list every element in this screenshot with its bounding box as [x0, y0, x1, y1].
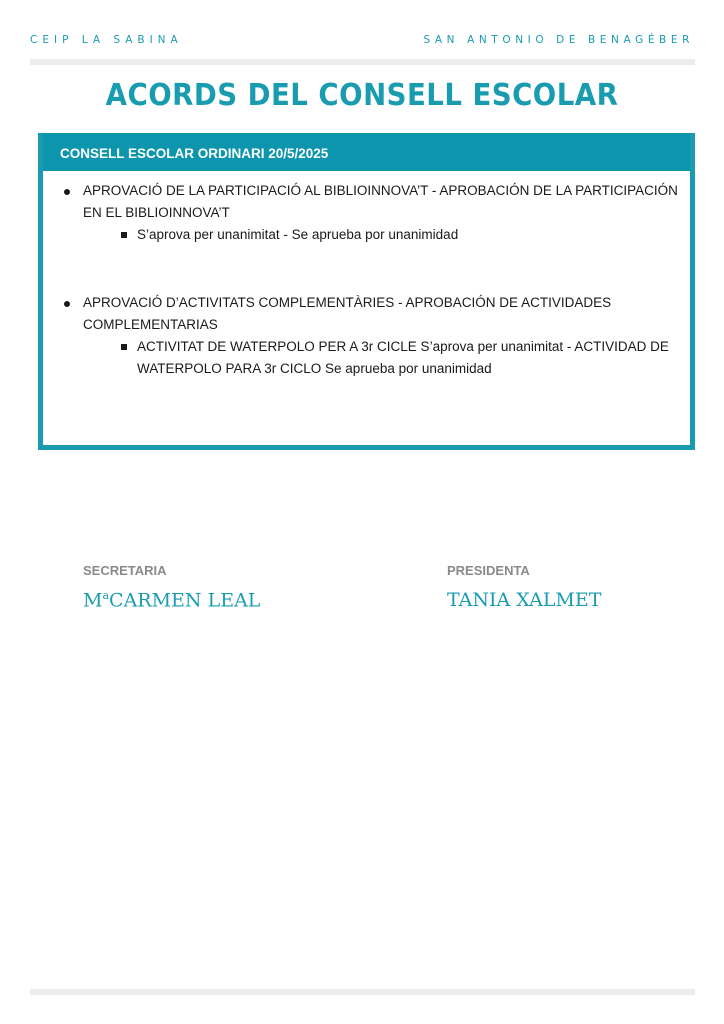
list-item: [43, 180, 690, 246]
square-bullet-icon: [121, 232, 127, 238]
secretary-name-rest: CARMEN LEAL: [109, 589, 261, 612]
bullet-icon: [64, 189, 70, 195]
secretary-label: SECRETARIA: [83, 563, 167, 578]
president-name: TANIA XALMET: [447, 589, 602, 611]
secretary-name: [83, 589, 260, 611]
item-text: APROVACIÓ DE LA PARTICIPACIÓ AL BIBLIOINNOVA’T - APROBACIÓN DE LA PARTICIPACIÓN EN EL BIBLIOINNOVA’T: [83, 183, 678, 220]
item-text: APROVACIÓ D’ACTIVITATS COMPLEMENTÀRIES - APROBACIÓN DE ACTIVIDADES COMPLEMENTARIAS: [83, 295, 612, 332]
secretary-name-prefix: M: [83, 589, 103, 612]
secretary-name-sup: a: [102, 589, 110, 602]
sub-item: [137, 224, 670, 246]
top-divider: [30, 59, 695, 65]
sub-item-text: ACTIVITAT DE WATERPOLO PER A 3r CICLE S’aprova per unanimitat - ACTIVIDAD DE WATERPOLO PARA 3r CICLO Se aprueba por unanimidad: [137, 339, 669, 376]
square-bullet-icon: [121, 344, 127, 350]
page-title: ACORDS DEL CONSELL ESCOLAR: [105, 78, 619, 113]
sub-item-text: S’aprova per unanimitat - Se aprueba por unanimidad: [137, 227, 459, 242]
list-item: [43, 292, 690, 380]
school-name: CEIP LA SABINA: [30, 34, 183, 46]
sub-item: [137, 336, 670, 380]
president-label: PRESIDENTA: [447, 563, 530, 578]
agreements-box: [38, 133, 695, 450]
bottom-divider: [30, 989, 695, 995]
bullet-icon: [64, 301, 70, 307]
box-heading: CONSELL ESCOLAR ORDINARI 20/5/2025: [43, 133, 690, 171]
town-name: SAN ANTONIO DE BENAGÉBER: [423, 34, 694, 46]
